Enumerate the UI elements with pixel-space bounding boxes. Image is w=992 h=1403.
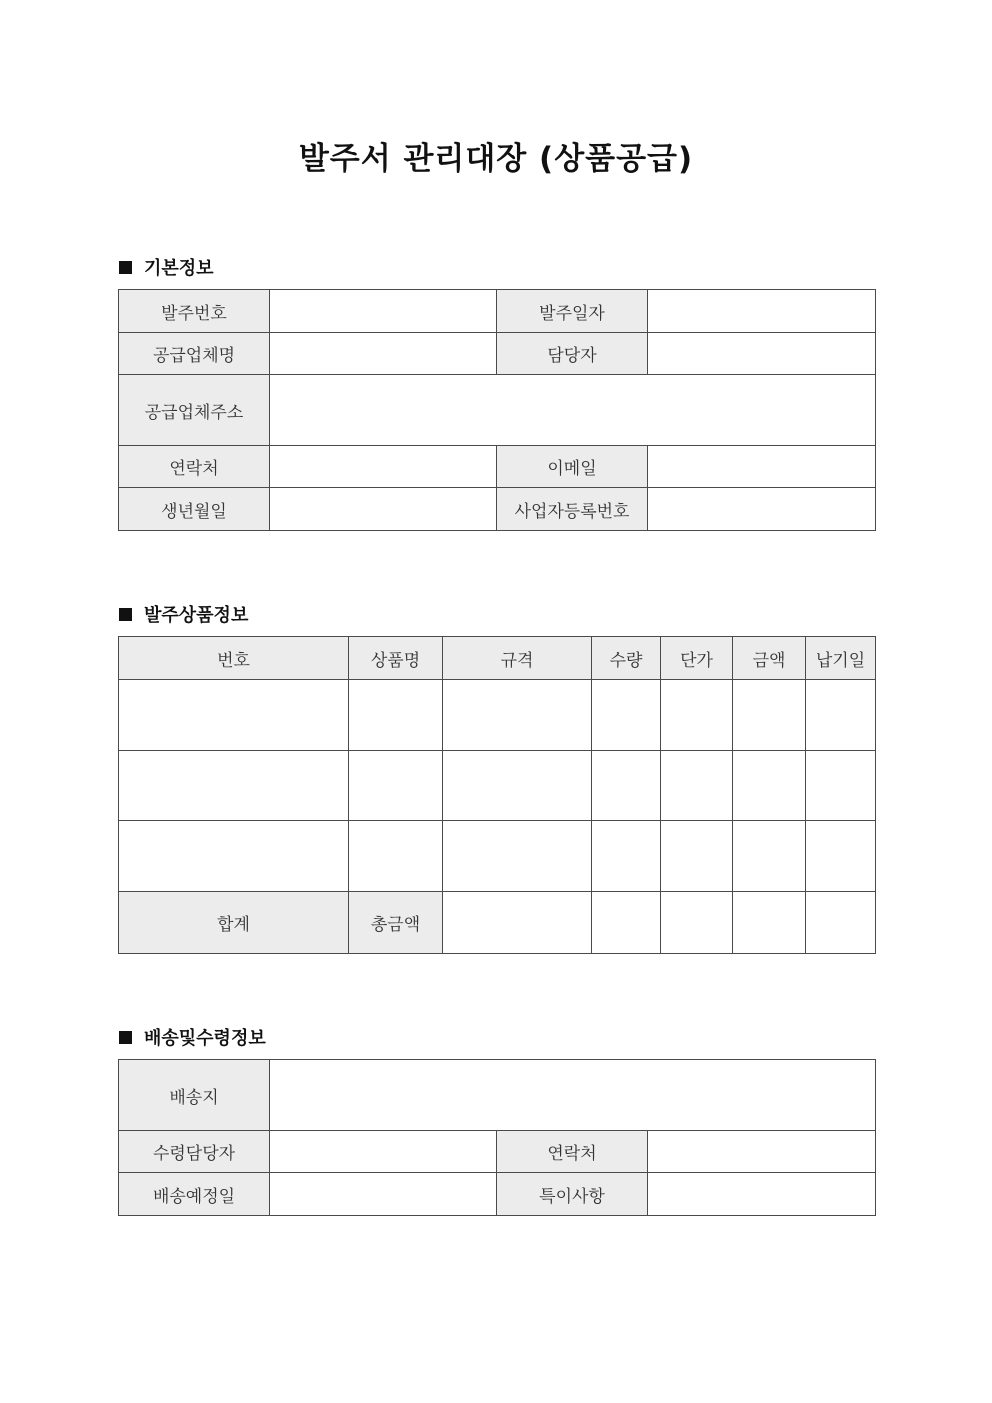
section-heading-delivery bbox=[119, 1024, 266, 1050]
column-header-number: 번호 bbox=[119, 637, 349, 680]
basic-info-table bbox=[118, 289, 876, 531]
section-heading-basic-label: 기본정보 bbox=[144, 258, 214, 279]
column-header-quantity: 수량 bbox=[592, 637, 661, 680]
basic-info-row bbox=[119, 375, 876, 446]
total-quantity-field[interactable] bbox=[592, 892, 661, 954]
cell-spec[interactable] bbox=[443, 680, 592, 751]
manager-label: 담당자 bbox=[497, 333, 648, 375]
cell-number[interactable] bbox=[119, 821, 349, 892]
cell-quantity[interactable] bbox=[592, 821, 661, 892]
cell-number[interactable] bbox=[119, 751, 349, 821]
basic-info-row bbox=[119, 333, 876, 375]
total-due-date-field[interactable] bbox=[806, 892, 876, 954]
column-header-due-date: 납기일 bbox=[806, 637, 876, 680]
page-title: 발주서 관리대장 (상품공급) bbox=[298, 141, 694, 177]
cell-due-date[interactable] bbox=[806, 680, 876, 751]
table-row bbox=[119, 751, 876, 821]
destination-label: 배송지 bbox=[119, 1060, 270, 1131]
cell-amount[interactable] bbox=[733, 680, 806, 751]
receiver-label: 수령담당자 bbox=[119, 1131, 270, 1173]
cell-amount[interactable] bbox=[733, 821, 806, 892]
column-header-spec: 규격 bbox=[443, 637, 592, 680]
order-no-field[interactable] bbox=[270, 290, 497, 333]
cell-product-name[interactable] bbox=[349, 821, 443, 892]
products-header-row bbox=[119, 637, 876, 680]
contact-label: 연락처 bbox=[119, 446, 270, 488]
section-heading-delivery-label: 배송및수령정보 bbox=[144, 1028, 266, 1049]
square-bullet-icon bbox=[119, 1031, 132, 1044]
basic-info-row bbox=[119, 446, 876, 488]
total-amount-field[interactable] bbox=[443, 892, 592, 954]
section-heading-products bbox=[119, 601, 248, 627]
basic-info-row bbox=[119, 290, 876, 333]
business-reg-no-field[interactable] bbox=[648, 488, 876, 531]
cell-due-date[interactable] bbox=[806, 821, 876, 892]
table-row bbox=[119, 821, 876, 892]
table-row bbox=[119, 680, 876, 751]
business-reg-no-label: 사업자등록번호 bbox=[497, 488, 648, 531]
birth-date-label: 생년월일 bbox=[119, 488, 270, 531]
email-label: 이메일 bbox=[497, 446, 648, 488]
total-unit-price-field[interactable] bbox=[661, 892, 733, 954]
manager-field[interactable] bbox=[648, 333, 876, 375]
cell-spec[interactable] bbox=[443, 821, 592, 892]
scheduled-date-field[interactable] bbox=[270, 1173, 497, 1216]
supplier-address-field[interactable] bbox=[270, 375, 876, 446]
total-label: 합계 bbox=[119, 892, 349, 954]
column-header-product-name: 상품명 bbox=[349, 637, 443, 680]
column-header-amount: 금액 bbox=[733, 637, 806, 680]
email-field[interactable] bbox=[648, 446, 876, 488]
total-row bbox=[119, 892, 876, 954]
column-header-unit-price: 단가 bbox=[661, 637, 733, 680]
scheduled-date-label: 배송예정일 bbox=[119, 1173, 270, 1216]
order-date-field[interactable] bbox=[648, 290, 876, 333]
cell-quantity[interactable] bbox=[592, 751, 661, 821]
order-no-label: 발주번호 bbox=[119, 290, 270, 333]
section-heading-products-label: 발주상품정보 bbox=[144, 605, 249, 626]
receiver-field[interactable] bbox=[270, 1131, 497, 1173]
square-bullet-icon bbox=[119, 261, 132, 274]
section-heading-basic bbox=[119, 254, 214, 280]
delivery-info-table bbox=[118, 1059, 876, 1216]
basic-info-row bbox=[119, 488, 876, 531]
delivery-info-row bbox=[119, 1173, 876, 1216]
cell-product-name[interactable] bbox=[349, 751, 443, 821]
cell-amount[interactable] bbox=[733, 751, 806, 821]
cell-product-name[interactable] bbox=[349, 680, 443, 751]
supplier-name-field[interactable] bbox=[270, 333, 497, 375]
delivery-info-row bbox=[119, 1131, 876, 1173]
cell-unit-price[interactable] bbox=[661, 821, 733, 892]
total-amount-sum-field[interactable] bbox=[733, 892, 806, 954]
cell-unit-price[interactable] bbox=[661, 751, 733, 821]
supplier-address-label: 공급업체주소 bbox=[119, 375, 270, 446]
contact-field[interactable] bbox=[270, 446, 497, 488]
cell-spec[interactable] bbox=[443, 751, 592, 821]
remarks-field[interactable] bbox=[648, 1173, 876, 1216]
supplier-name-label: 공급업체명 bbox=[119, 333, 270, 375]
cell-due-date[interactable] bbox=[806, 751, 876, 821]
total-amount-label: 총금액 bbox=[349, 892, 443, 954]
remarks-label: 특이사항 bbox=[497, 1173, 648, 1216]
birth-date-field[interactable] bbox=[270, 488, 497, 531]
delivery-info-row bbox=[119, 1060, 876, 1131]
destination-field[interactable] bbox=[270, 1060, 876, 1131]
products-table bbox=[118, 636, 876, 954]
cell-number[interactable] bbox=[119, 680, 349, 751]
order-date-label: 발주일자 bbox=[497, 290, 648, 333]
delivery-contact-field[interactable] bbox=[648, 1131, 876, 1173]
cell-unit-price[interactable] bbox=[661, 680, 733, 751]
delivery-contact-label: 연락처 bbox=[497, 1131, 648, 1173]
cell-quantity[interactable] bbox=[592, 680, 661, 751]
square-bullet-icon bbox=[119, 608, 132, 621]
